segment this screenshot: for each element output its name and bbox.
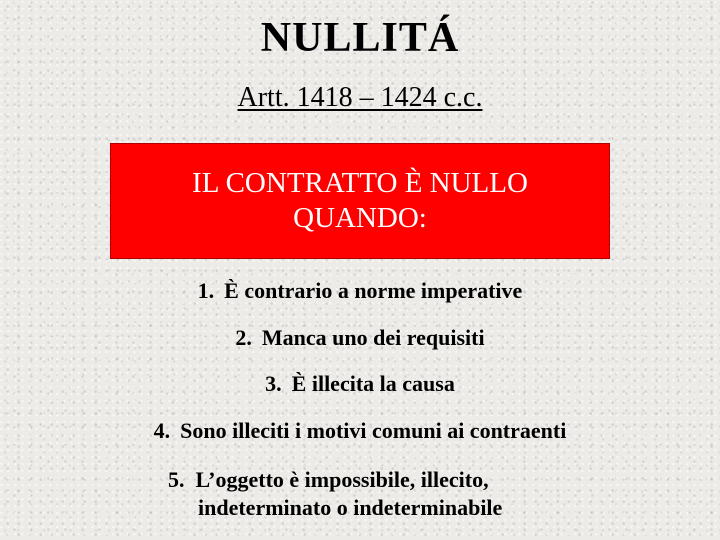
subtitle-text: Artt. 1418 – 1424 c.c. xyxy=(237,82,483,113)
list-item-number: 3. xyxy=(265,371,282,396)
slide-title: NULLITÁ xyxy=(260,15,460,61)
list-item-4 xyxy=(0,418,720,444)
list-item-2 xyxy=(0,325,720,351)
box-line-1: IL CONTRATTO È NULLO xyxy=(192,167,528,200)
list-item-text: È contrario a norme imperative xyxy=(224,278,523,303)
slide-subtitle xyxy=(0,82,720,114)
box-line-2: QUANDO: xyxy=(293,202,427,234)
list-item-number: 1. xyxy=(197,278,215,303)
list-item-text: È illecita la causa xyxy=(291,371,455,396)
list-item-number: 2. xyxy=(235,325,252,350)
list-item-text-continued: indeterminato o indeterminabile xyxy=(198,495,503,520)
list-item-3 xyxy=(0,371,720,397)
list-item-text: L’oggetto è impossibile, illecito, xyxy=(195,467,489,492)
list-item-1 xyxy=(0,278,720,304)
list-item-number: 5. xyxy=(168,467,185,492)
list-item-text: Manca uno dei requisiti xyxy=(261,325,485,350)
list-item-text: Sono illeciti i motivi comuni ai contraenti xyxy=(180,418,567,443)
list-item-5 xyxy=(168,466,502,522)
highlight-box xyxy=(110,143,610,259)
list-item-number: 4. xyxy=(153,418,171,443)
highlight-box-text xyxy=(192,166,528,236)
